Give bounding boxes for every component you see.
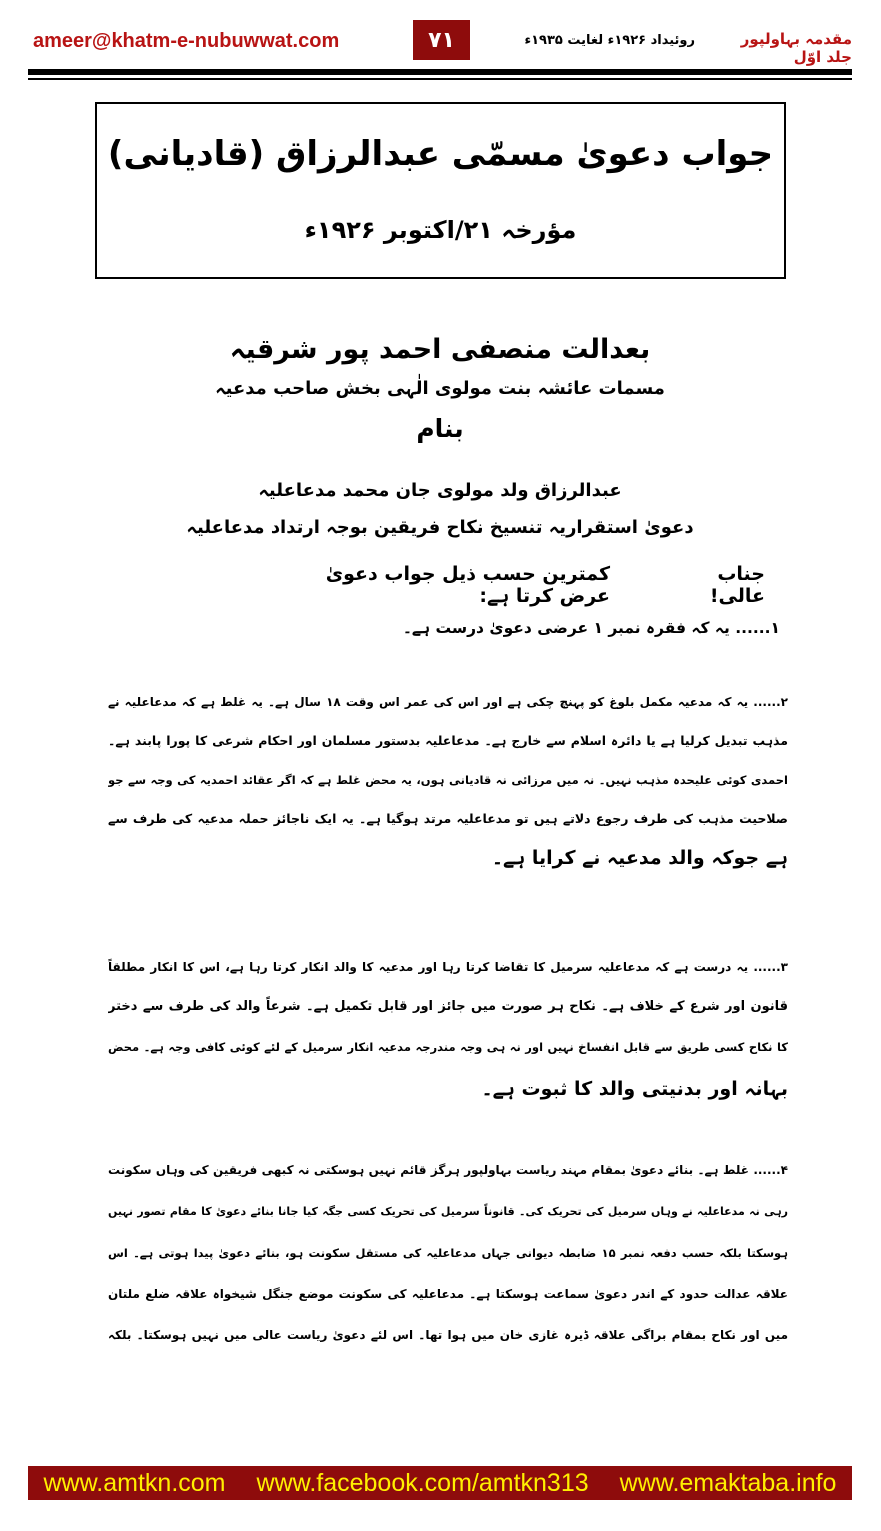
footer-link-amtkn[interactable]: www.amtkn.com	[43, 1468, 226, 1497]
paragraph-1-line: ۱...... یہ کہ فقرہ نمبر ۱ عرضی دعویٰ درست ہے۔	[402, 619, 780, 637]
paragraph-4-line: علاقہ عدالت حدود کے اندر دعویٰ سماعت ہوسکتا ہے۔ مدعاعلیہ کی سکونت موضع جنگل شیخواہ علاقہ ضلع ملتان	[108, 1287, 788, 1301]
paragraph-2-line: مذہب تبدیل کرلیا ہے یا دائرہ اسلام سے خارج ہے۔ مدعاعلیہ بدستور مسلمان اور احکام شرعی کا پورا پابند ہے۔	[108, 733, 788, 748]
defendant-line: عبدالرزاق ولد مولوی جان محمد مدعاعلیہ	[258, 480, 622, 501]
title-box	[95, 102, 786, 279]
versus-label: بنام	[416, 414, 464, 443]
paragraph-2-line: احمدی کوئی علیحدہ مذہب نہیں۔ نہ میں مرزائی نہ قادیانی ہوں، یہ محض غلط ہے کہ اگر عقائد احمدیہ کی وجہ سے جو	[108, 773, 788, 787]
document-title: جواب دعویٰ مسمّی عبدالرزاق (قادیانی)	[107, 134, 774, 174]
header-date-range: روئیداد ۱۹۲۶ء لغایت ۱۹۳۵ء	[524, 33, 695, 48]
header-rule-thin	[28, 78, 852, 80]
footer-link-emaktaba[interactable]: www.emaktaba.info	[619, 1468, 837, 1497]
header-email: ameer@khatm-e-nubuwwat.com	[33, 30, 340, 52]
paragraph-4-line: رہی نہ مدعاعلیہ نے وہاں سرمیل کی تحریک کی۔ قانوناً سرمیل کی تحریک کسی جگہ کیا جانا بنائے دعویٰ کا مقام تصور نہیں	[108, 1205, 788, 1218]
court-heading: بعدالت منصفی احمد پور شرقیہ	[229, 334, 651, 365]
paragraph-4-line: ہوسکتا بلکہ حسب دفعہ نمبر ۱۵ ضابطہ دیوانی جہاں مدعاعلیہ کی مستقل سکونت ہو، بنائے دعویٰ پیدا ہوتی ہے۔ اس	[108, 1246, 788, 1260]
page-number: ۷۱	[413, 20, 470, 60]
paragraph-2-line: ہے جوکہ والد مدعیہ نے کرایا ہے۔	[491, 847, 788, 869]
paragraph-4-line: میں اور نکاح بمقام براگی علاقہ ڈیرہ غازی خان میں ہوا تھا۔ اس لئے دعویٰ ریاست عالی میں نہیں ہوسکتا۔ بلکہ	[108, 1328, 788, 1342]
suit-line: دعویٰ استقراریہ تنسیخ نکاح فریقین بوجہ ارتداد مدعاعلیہ	[186, 517, 694, 538]
plaintiff-line: مسمات عائشہ بنت مولوی الٰہی بخش صاحب مدعیہ	[215, 378, 665, 399]
salutation-intro: کمترین حسب ذیل جواب دعویٰ عرض کرتا ہے:	[325, 563, 610, 607]
paragraph-4-line: ۴...... غلط ہے۔ بنائے دعویٰ بمقام مہند ریاست بہاولپور ہرگز قائم نہیں ہوسکتی نہ کبھی فریقین کی وہاں سکونت	[108, 1163, 788, 1177]
document-date: مؤرخہ ۲۱/اکتوبر ۱۹۲۶ء	[304, 216, 577, 244]
paragraph-3-line: ۳...... یہ درست ہے کہ مدعاعلیہ سرمیل کا تقاضا کرتا رہا اور مدعیہ کا والد انکار کرتا رہا ہے، اس کا انکار مطلقاً	[108, 960, 788, 974]
paragraph-2-line: صلاحیت مذہب کی طرف رجوع دلاتے ہیں تو مدعاعلیہ مرتد ہوگیا ہے۔ یہ ایک ناجائز حملہ مدعیہ کی طرف سے	[108, 811, 788, 826]
header-rule-thick	[28, 69, 852, 75]
paragraph-2-line: ۲...... یہ کہ مدعیہ مکمل بلوغ کو پہنچ چکی ہے اور اس کی عمر اس وقت ۱۸ سال ہے۔ یہ غلط ہے کہ مدعاعلیہ نے	[108, 695, 788, 709]
footer-bar	[28, 1466, 852, 1500]
salutation-address: جناب عالی!	[709, 563, 765, 607]
paragraph-3-line: کا نکاح کسی طریق سے قابل انفساخ نہیں اور نہ ہی وجہ مندرجہ مدعیہ انکار سرمیل کے لئے کوئی کافی وجہ ہے۔ محض	[108, 1040, 788, 1054]
paragraph-3-line: بہانہ اور بدنیتی والد کا ثبوت ہے۔	[481, 1078, 788, 1100]
paragraph-3-line: قانون اور شرع کے خلاف ہے۔ نکاح ہر صورت میں جائز اور قابل تکمیل ہے۔ شرعاً والد کی طرف سے دختر	[108, 999, 788, 1014]
footer-link-facebook[interactable]: www.facebook.com/amtkn313	[256, 1468, 589, 1497]
header-book-title: مقدمہ بہاولپور جلد اوّل	[740, 30, 852, 66]
